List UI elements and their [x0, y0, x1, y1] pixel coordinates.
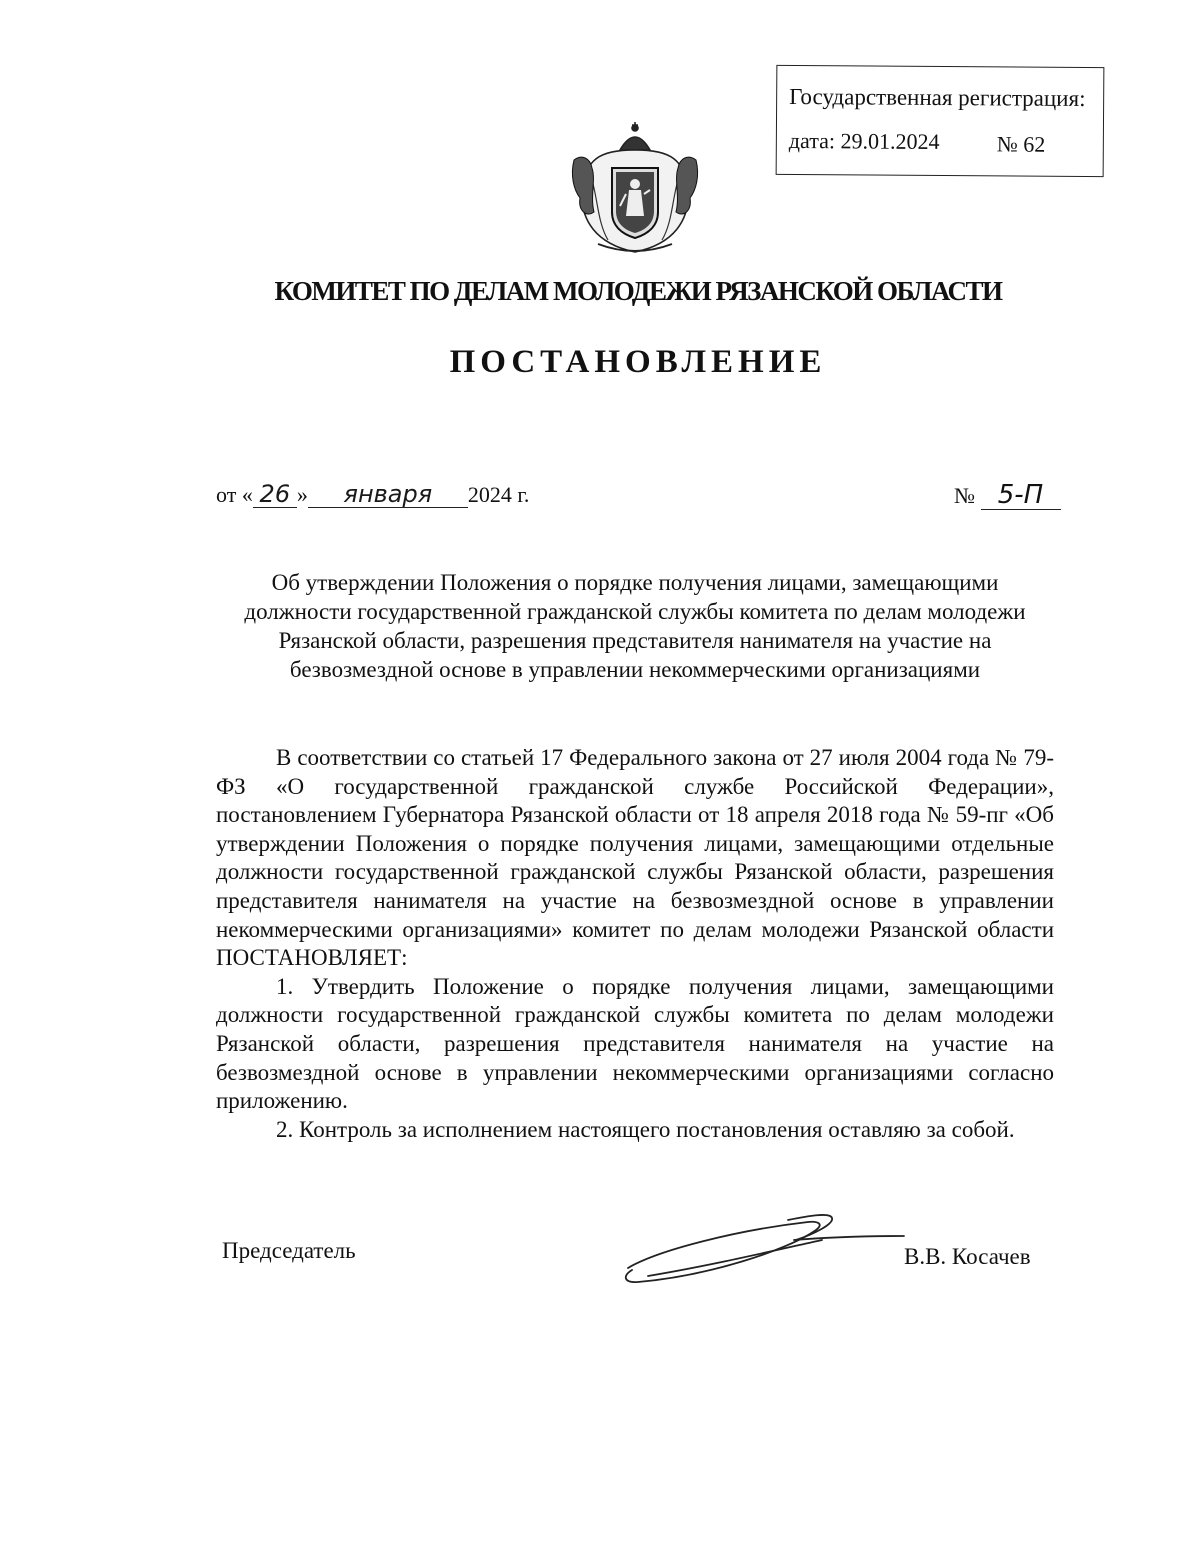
signatory-name: В.В. Косачев: [904, 1244, 1031, 1269]
registration-date: дата: 29.01.2024: [788, 127, 940, 154]
signature-scribble-icon: [618, 1210, 908, 1290]
coat-of-arms-icon: [568, 120, 702, 256]
registration-title: Государственная регистрация:: [789, 83, 1086, 112]
document-type: ПОСТАНОВЛЕНИЕ: [449, 344, 827, 380]
number-value: 5-П: [981, 481, 1061, 510]
date-prefix: от «: [216, 482, 253, 507]
body-item-2: 2. Контроль за исполнением настоящего постановления оставляю за собой.: [276, 1116, 1015, 1142]
date-day: 26: [253, 481, 297, 508]
committee-name: КОМИТЕТ ПО ДЕЛАМ МОЛОДЕЖИ РЯЗАНСКОЙ ОБЛАСТИ: [274, 276, 1002, 306]
signatory-position: Председатель: [222, 1238, 356, 1263]
date-year: 2024 г.: [467, 482, 530, 507]
body-preamble: В соответствии со статьей 17 Федерального закона от 27 июля 2004 года № 79-ФЗ «О государственной гражданской службе Российской Федерации», постановлением Губернатора Рязанской области от 18 апреля 2018 года № 59-пг «Об утверждении Положения о порядке получения лицами, замещающими отдельные должности государственной гражданской службы Рязанской области, разрешения представителя нанимателя на участие на безвозмездной основе в управлении некоммерческими организациями» комитет по делам молодежи Рязанской области ПОСТАНОВЛЯЕТ:: [216, 745, 1054, 971]
date-line: [216, 481, 529, 508]
date-mid: »: [296, 482, 308, 507]
document-title: Об утверждении Положения о порядке получения лицами, замещающими должности государственной гражданской службы комитета по делам молодежи Рязанской области, разрешения представителя нанимателя на участие на безвозмездной основе в управлении некоммерческими организациями: [244, 570, 1026, 682]
number-line: [954, 481, 1061, 510]
body-item-1: 1. Утвердить Положение о порядке получения лицами, замещающими должности государственной гражданской службы комитета по делам молодежи Рязанской области, разрешения представителя нанимателя на участие на безвозмездной основе в управлении некоммерческими организациями согласно приложению.: [216, 973, 1054, 1114]
document-body: [216, 744, 1054, 1144]
registration-stamp: [776, 65, 1105, 177]
date-month: января: [308, 481, 468, 508]
registration-number: № 62: [996, 131, 1046, 157]
number-prefix: №: [954, 483, 975, 508]
